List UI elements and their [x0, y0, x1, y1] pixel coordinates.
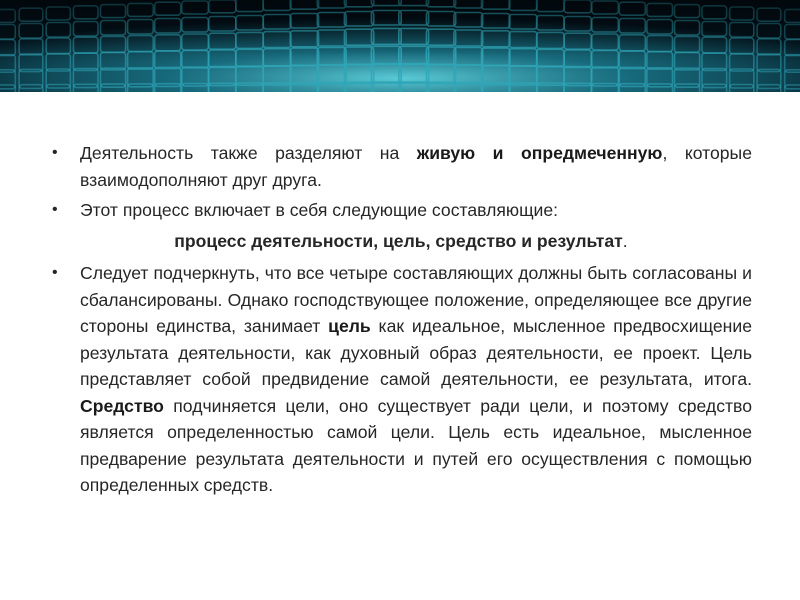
bullet-text: Деятельность также разделяют на живую и опредмеченную, которые взаимодополняют друг друга. [80, 143, 752, 190]
bold-word: Средство [80, 395, 164, 416]
bullet-item [52, 140, 752, 193]
components-line: процесс деятельности, цель, средство и результат. [174, 230, 628, 251]
bullet-text: Следует подчеркнуть, что все четыре составляющих должны быть согласованы и сбалансированы. Однако господствующее положение, определяющее все другие стороны единства, занимает цель как идеальное, мысленное предвосхищение результата деятельности, как духовный образ деятельности, ее проект. Цель представляет собой предвидение самой деятельности, ее результата, итога. Средство подчиняется цели, оно существует ради цели, и поэтому средство является определенностью самой цели. Цель есть идеальное, мысленное предварение результата деятельности и путей его осуществления с помощью определенных средств. [80, 263, 752, 495]
slide-body [52, 140, 752, 503]
bullet-item [52, 260, 752, 499]
bullet-text: Этот процесс включает в себя следующие составляющие: [80, 200, 559, 220]
header-banner [0, 0, 800, 92]
bold-phrase: живую и опредмеченную [416, 143, 663, 163]
bullet-symbol: • [52, 201, 58, 218]
grid-pattern-image [0, 0, 800, 92]
bullet-symbol: • [52, 144, 58, 161]
bold-word: цель [328, 316, 371, 336]
bullet-item [52, 197, 752, 224]
bullet-symbol: • [52, 264, 58, 281]
